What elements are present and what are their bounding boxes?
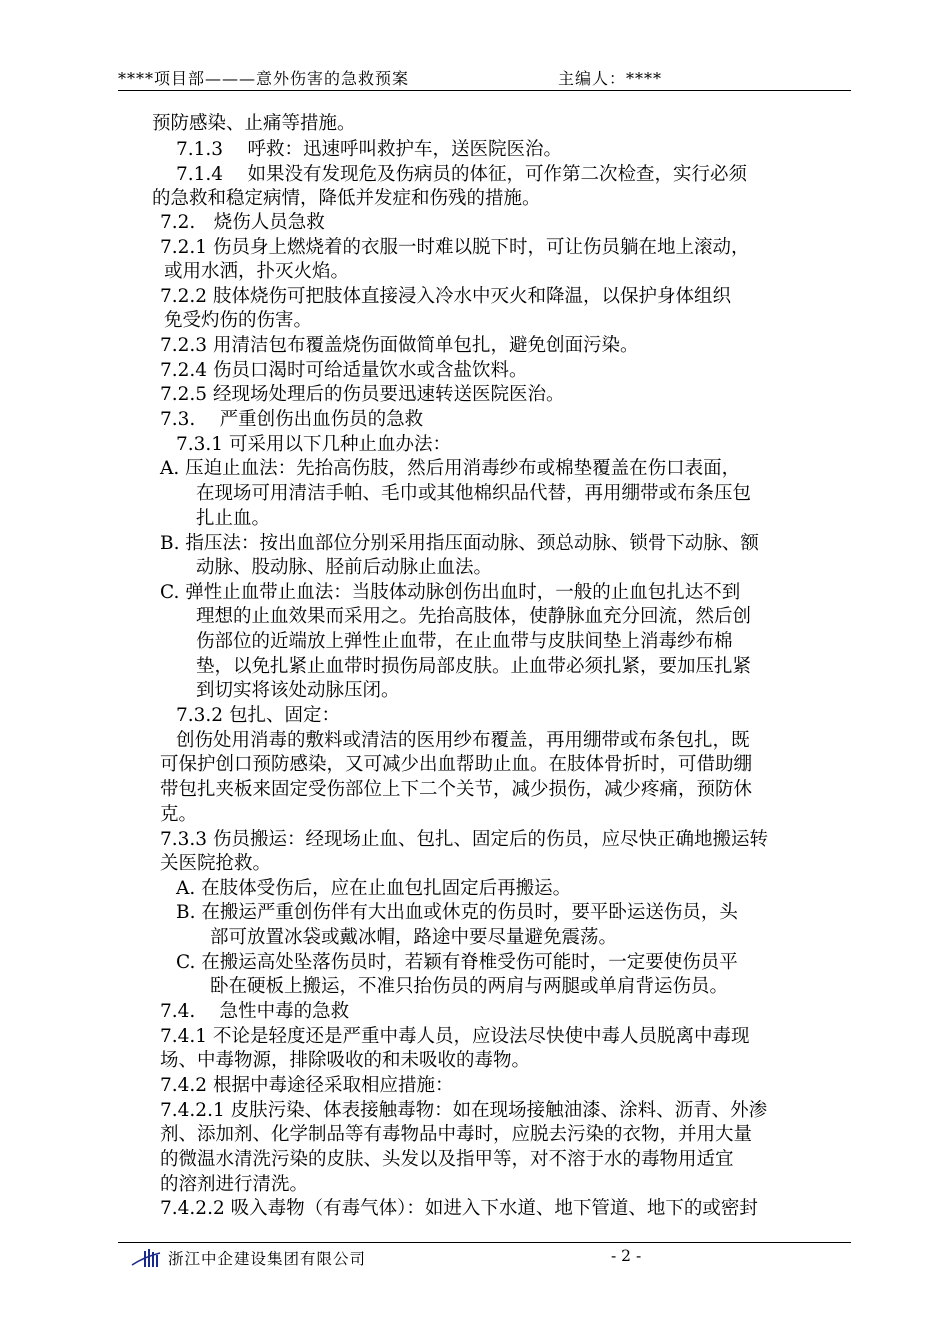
text-line: 7.1.4 如果没有发现危及伤病员的体征，可作第二次检查，实行必须 bbox=[176, 164, 747, 185]
list-item: A. 在肢体受伤后，应在止血包扎固定后再搬运。 bbox=[176, 878, 572, 899]
text-line: 7.2.4 伤员口渴时可给适量饮水或含盐饮料。 bbox=[160, 360, 528, 381]
text-line: 关医院抢救。 bbox=[160, 853, 272, 874]
text-line: 7.3.1 可采用以下几种止血办法： bbox=[176, 434, 451, 455]
list-item: C. 在搬运高处坠落伤员时，若颖有脊椎受伤可能时，一定要使伤员平 bbox=[176, 952, 738, 973]
text-line: 7.2.5 经现场处理后的伤员要迅速转送医院医治。 bbox=[160, 384, 565, 405]
text-line: 垫，以免扎紧止血带时损伤局部皮肤。止血带必须扎紧，要加压扎紧 bbox=[196, 656, 752, 677]
header-editor: 主编人：**** bbox=[558, 69, 663, 88]
list-item: A. 压迫止血法：先抬高伤肢，然后用消毒纱布或棉垫覆盖在伤口表面， bbox=[160, 458, 741, 479]
text-line: 7.4.2.1 皮肤污染、体表接触毒物：如在现场接触油漆、涂料、沥青、外渗 bbox=[160, 1100, 768, 1121]
text-line: 7.2.2 肢体烧伤可把肢体直接浸入冷水中灭火和降温，以保护身体组织 bbox=[160, 286, 731, 307]
list-item: C. 弹性止血带止血法：当肢体动脉创伤出血时，一般的止血包扎达不到 bbox=[160, 582, 741, 603]
text-line: 或用水洒，扑灭火焰。 bbox=[164, 261, 350, 282]
text-line: 的溶剂进行清洗。 bbox=[160, 1174, 309, 1195]
text-line: 7.4.2 根据中毒途径采取相应措施： bbox=[160, 1075, 454, 1096]
text-line: 可保护创口预防感染，又可减少出血帮助止血。在肢体骨折时，可借助绷 bbox=[160, 754, 753, 775]
text-line: 扎止血。 bbox=[196, 508, 271, 529]
page-header bbox=[118, 66, 851, 91]
text-line: 到切实将该处动脉压闭。 bbox=[196, 680, 400, 701]
text-line: 7.2.1 伤员身上燃烧着的衣服一时难以脱下时，可让伤员躺在地上滚动， bbox=[160, 237, 750, 258]
text-line: 7.4.1 不论是轻度还是严重中毒人员，应设法尽快使中毒人员脱离中毒现 bbox=[160, 1026, 750, 1047]
company-logo-icon bbox=[130, 1247, 170, 1271]
text-line: 动脉、股动脉、胫前后动脉止血法。 bbox=[196, 557, 493, 578]
company-name: 浙江中企建设集团有限公司 bbox=[168, 1250, 367, 1268]
page-footer bbox=[118, 1242, 851, 1273]
text-line: 创伤处用消毒的敷料或清洁的医用纱布覆盖，再用绷带或布条包扎，既 bbox=[176, 730, 750, 751]
section-heading: 7.3. 严重创伤出血伤员的急救 bbox=[160, 409, 424, 430]
list-item: B. 在搬运严重创伤伴有大出血或休克的伤员时，要平卧运送伤员，头 bbox=[176, 902, 738, 923]
text-line: 理想的止血效果而采用之。先抬高肢体，使静脉血充分回流，然后创 bbox=[196, 606, 752, 627]
text-line: 的微温水清洗污染的皮肤、头发以及指甲等，对不溶于水的毒物用适宜 bbox=[160, 1149, 734, 1170]
text-line: 7.4.2.2 吸入毒物（有毒气体）：如进入下水道、地下管道、地下的或密封 bbox=[160, 1198, 758, 1219]
header-title: ****项目部———意外伤害的急救预案 bbox=[118, 69, 410, 88]
text-line: 部可放置冰袋或戴冰帽，路途中要尽量避免震荡。 bbox=[210, 927, 618, 948]
section-heading: 7.2. 烧伤人员急救 bbox=[160, 212, 325, 233]
page-number: - 2 - bbox=[611, 1247, 642, 1265]
text-line: 卧在硬板上搬运，不准只抬伤员的两肩与两腿或单肩背运伤员。 bbox=[210, 976, 729, 997]
text-line: 7.3.3 伤员搬运：经现场止血、包扎、固定后的伤员，应尽快正确地搬运转 bbox=[160, 829, 768, 850]
text-line: 剂、添加剂、化学制品等有毒物品中毒时，应脱去污染的衣物，并用大量 bbox=[160, 1124, 753, 1145]
text-line: 克。 bbox=[160, 804, 198, 825]
text-line: 7.2.3 用清洁包布覆盖烧伤面做简单包扎，避免创面污染。 bbox=[160, 335, 639, 356]
text-line: 在现场可用清洁手帕、毛巾或其他棉织品代替，再用绷带或布条压包 bbox=[196, 483, 752, 504]
list-item: B. 指压法：按出血部位分别采用指压面动脉、颈总动脉、锁骨下动脉、额 bbox=[160, 533, 759, 554]
text-line: 7.3.2 包扎、固定： bbox=[176, 705, 340, 726]
text-line: 带包扎夹板来固定受伤部位上下二个关节，减少损伤，减少疼痛，预防休 bbox=[160, 779, 753, 800]
text-line: 7.1.3 呼救：迅速呼叫救护车，送医院医治。 bbox=[176, 139, 562, 160]
text-line: 场、中毒物源，排除吸收的和未吸收的毒物。 bbox=[160, 1050, 531, 1071]
text-line: 免受灼伤的伤害。 bbox=[164, 310, 313, 331]
section-heading: 7.4. 急性中毒的急救 bbox=[160, 1001, 350, 1022]
text-line: 伤部位的近端放上弹性止血带，在止血带与皮肤间垫上消毒纱布棉 bbox=[196, 631, 733, 652]
text-line: 的急救和稳定病情，降低并发症和伤残的措施。 bbox=[152, 188, 541, 209]
text-line: 预防感染、止痛等措施。 bbox=[152, 113, 356, 134]
